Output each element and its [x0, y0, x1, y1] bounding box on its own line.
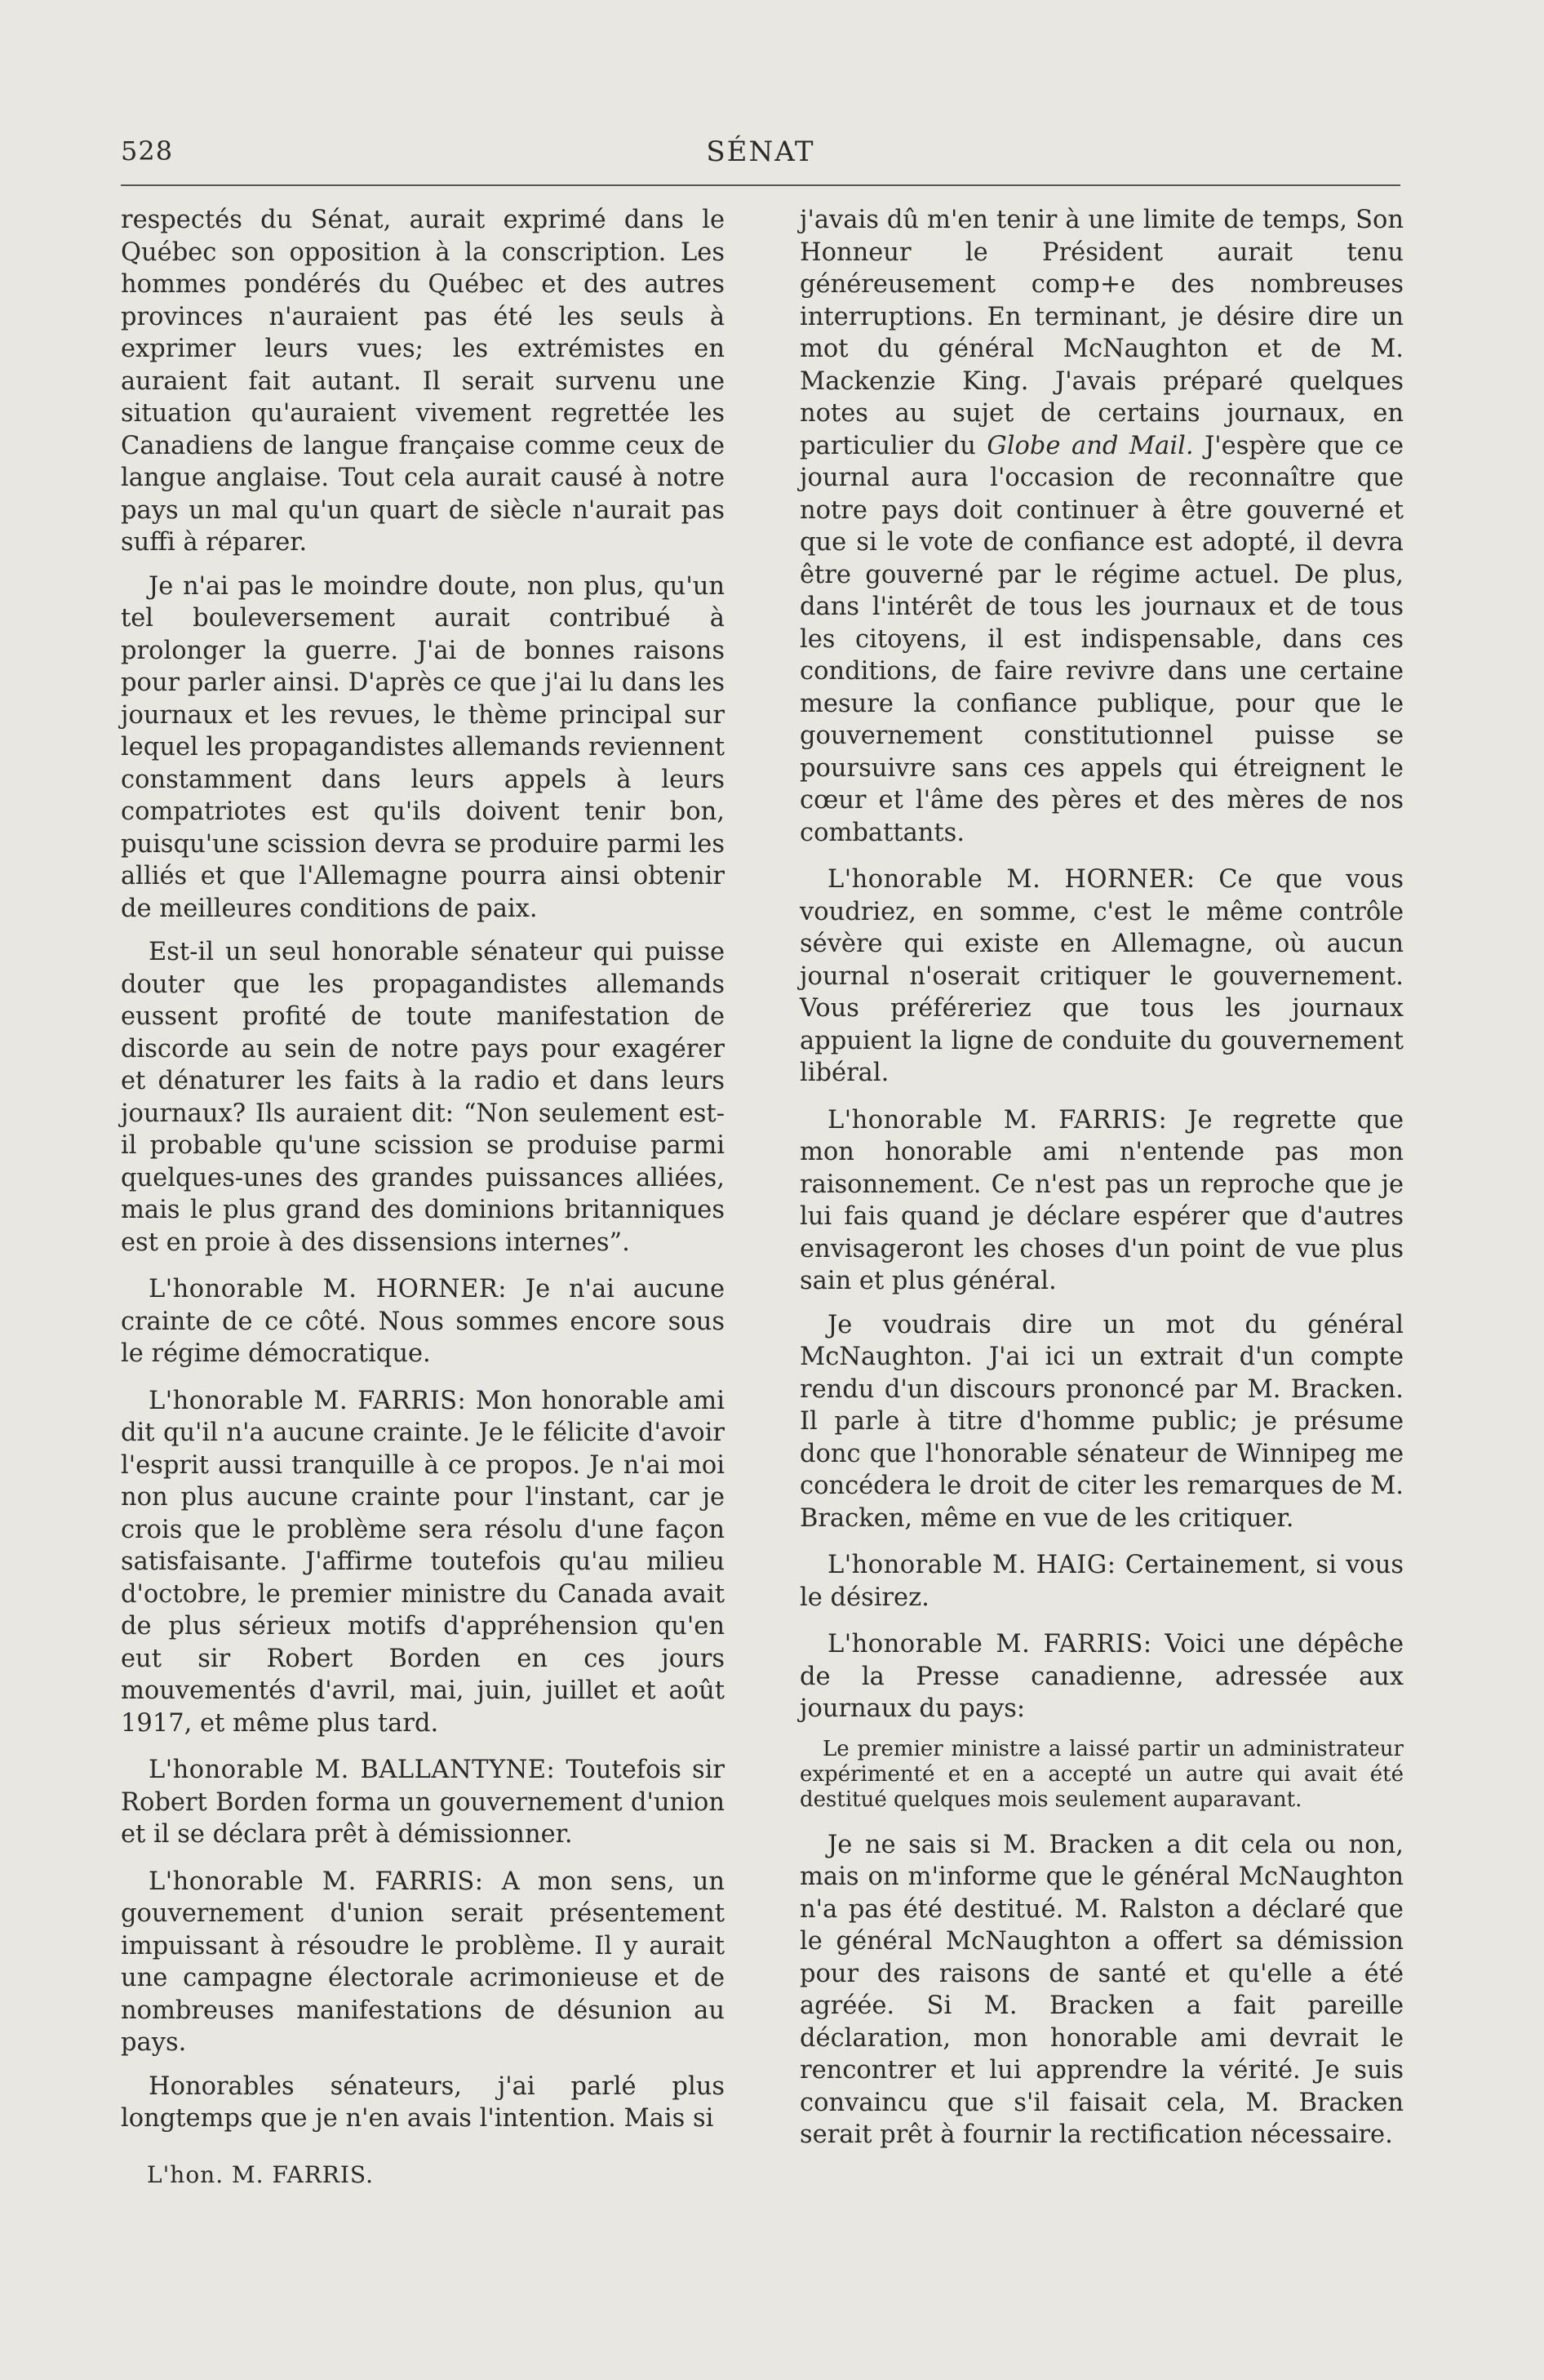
speech-text: Je regrette que mon honorable ami n'entende pas mon raisonnement. Ce n'est pas un reproche que je lui fais quand je déclare espérer que d'autres envisageront les choses d'un point de vue plus sain et plus général.: [800, 1105, 1404, 1295]
right-column: [800, 204, 1404, 2163]
speech-haig: [800, 1549, 1404, 1614]
speaker-name: L'honorable M. HAIG:: [827, 1551, 1116, 1579]
speech-farris: [800, 1628, 1404, 1725]
footer-speaker: L'hon. M. FARRIS.: [147, 2161, 375, 2188]
block-quote: Le premier ministre a laissé partir un administrateur expérimenté et en a accepté un autre qui avait été destitué quelques mois seulement auparavant.: [800, 1736, 1404, 1812]
paragraph: respectés du Sénat, aurait exprimé dans le Québec son opposition à la conscription. Les hommes pondérés du Québec et des autres provinces n'auraient pas été les seuls à exprimer leurs vues; les extrémistes en auraient fait autant. Il serait survenu une situation qu'auraient vivement regrettée les Canadiens de langue française comme ceux de langue anglaise. Tout cela aurait causé à notre pays un mal qu'un quart de siècle n'aurait pas suffi à réparer.: [121, 206, 725, 557]
speaker-name: L'honorable M. FARRIS:: [827, 1630, 1152, 1658]
speaker-name: L'honorable M. HORNER:: [149, 1275, 508, 1303]
speech-text: Ce que vous voudriez, en somme, c'est le même contrôle sévère qui existe en Allemagne, où aucun journal n'oserait critiquer le gouvernement. Vous préféreriez que tous les journaux appuient la ligne de conduite du gouvernement libéral.: [800, 865, 1404, 1087]
speaker-name: L'honorable M. FARRIS:: [827, 1105, 1168, 1134]
paragraph: Je voudrais dire un mot du général McNaughton. J'ai ici un extrait d'un compte rendu d'un discours prononcé par M. Bracken. Il parle à titre d'homme public; je présume donc que l'honorable sénateur de Winnipeg me concédera le droit de citer les remarques de M. Bracken, même en vue de les critiquer.: [800, 1310, 1404, 1533]
speaker-name: L'honorable M. FARRIS:: [149, 1386, 467, 1415]
speech-text: Toutefois sir Robert Borden forma un gouvernement d'union et il se déclara prêt à démissionner.: [121, 1756, 725, 1849]
page-number: 528: [121, 135, 174, 167]
speech-horner: [800, 864, 1404, 1090]
newspaper-title: Globe and Mail.: [987, 431, 1194, 460]
speech-text: Mon honorable ami dit qu'il n'a aucune crainte. Je le félicite d'avoir l'esprit aussi tranquille à ce propos. Je n'ai moi non plus aucune crainte pour l'instant, car je crois que le problème sera résolu d'une façon satisfaisante. J'affirme toutefois qu'au milieu d'octobre, le premier ministre du Canada avait de plus sérieux motifs d'appréhension qu'en eut sir Robert Borden en ces jours mouvementés d'avril, mai, juin, juillet et août 1917, et même plus tard.: [121, 1386, 725, 1738]
running-title: SÉNAT: [706, 135, 815, 168]
speech-text: A mon sens, un gouvernement d'union serait présentement impuissant à résoudre le problème. Il y aurait une campagne électorale acrimonieuse et de nombreuses manifestations de désunion au pays.: [121, 1867, 725, 2057]
paragraph: Je n'ai pas le moindre doute, non plus, qu'un tel bouleversement aurait contribué à prolonger la guerre. J'ai de bonnes raisons pour parler ainsi. D'après ce que j'ai lu dans les journaux et les revues, le thème principal sur lequel les propagandistes allemands reviennent constamment dans leurs appels à leurs compatriotes est qu'ils doivent tenir bon, puisqu'une scission devra se produire parmi les alliés et que l'Allemagne pourra ainsi obtenir de meilleures conditions de paix.: [121, 571, 725, 923]
speaker-name: L'honorable M. FARRIS:: [149, 1867, 484, 1896]
speech-farris: [800, 1104, 1404, 1298]
speech-text: Certainement, si vous le désirez.: [800, 1551, 1404, 1612]
speech-farris: [121, 1866, 725, 2059]
left-column: [121, 204, 725, 2147]
speech-farris: [121, 1385, 725, 1740]
paragraph-text: J'espère que ce journal aura l'occasion de reconnaître que notre pays doit continuer à être gouverné et que si le vote de confiance est adopté, il devra être gouverné par le régime actuel. De plus, dans l'intérêt de tous les journaux et de tous les citoyens, il est indispensable, dans ces conditions, de faire revivre dans une certaine mesure la confiance publique, pour que le gouvernement constitutionnel puisse se poursuivre sans ces appels qui étreignent le cœur et l'âme des pères et des mères de nos combattants.: [800, 431, 1404, 847]
paragraph: Est-il un seul honorable sénateur qui puisse douter que les propagandistes allemands eussent profité de toute manifestation de discorde au sein de notre pays pour exagérer et dénaturer les faits à la radio et dans leurs journaux? Ils auraient dit: “Non seulement est-il probable qu'une scission se produise parmi quelques-unes des grandes puissances alliées, mais le plus grand des dominions britanniques est en proie à des dissensions internes”.: [121, 938, 725, 1257]
paragraph-text: j'avais dû m'en tenir à une limite de temps, Son Honneur le Président aurait tenu généreusement comp+e des nombreuses interruptions. En terminant, je désire dire un mot du général McNaughton et de M. Mackenzie King. J'avais préparé quelques notes au sujet de certains journaux, en particulier du: [800, 206, 1404, 460]
speech-horner: [121, 1273, 725, 1370]
paragraph: [800, 204, 1404, 849]
speaker-name: L'honorable M. HORNER:: [827, 865, 1196, 894]
page-header: [121, 135, 1400, 184]
speech-text: Je n'ai aucune crainte de ce côté. Nous sommes encore sous le régime démocratique.: [121, 1275, 725, 1368]
paragraph: Honorables sénateurs, j'ai parlé plus longtemps que je n'en avais l'intention. Mais si: [121, 2071, 725, 2133]
speaker-name: L'honorable M. BALLANTYNE:: [149, 1756, 556, 1784]
speech-ballantyne: [121, 1754, 725, 1851]
speech-text: Voici une dépêche de la Presse canadienne, adressée aux journaux du pays:: [800, 1630, 1404, 1723]
header-rule: [121, 184, 1400, 186]
paragraph: Je ne sais si M. Bracken a dit cela ou non, mais on m'informe que le général McNaughton n'a pas été destitué. M. Ralston a déclaré que le général McNaughton a offert sa démission pour des raisons de santé et qu'elle a été agréée. Si M. Bracken a fait pareille déclaration, mon honorable ami devrait le rencontrer et lui apprendre la vérité. Je suis convaincu que s'il faisait cela, M. Bracken serait prêt à fournir la rectification nécessaire.: [800, 1830, 1404, 2149]
